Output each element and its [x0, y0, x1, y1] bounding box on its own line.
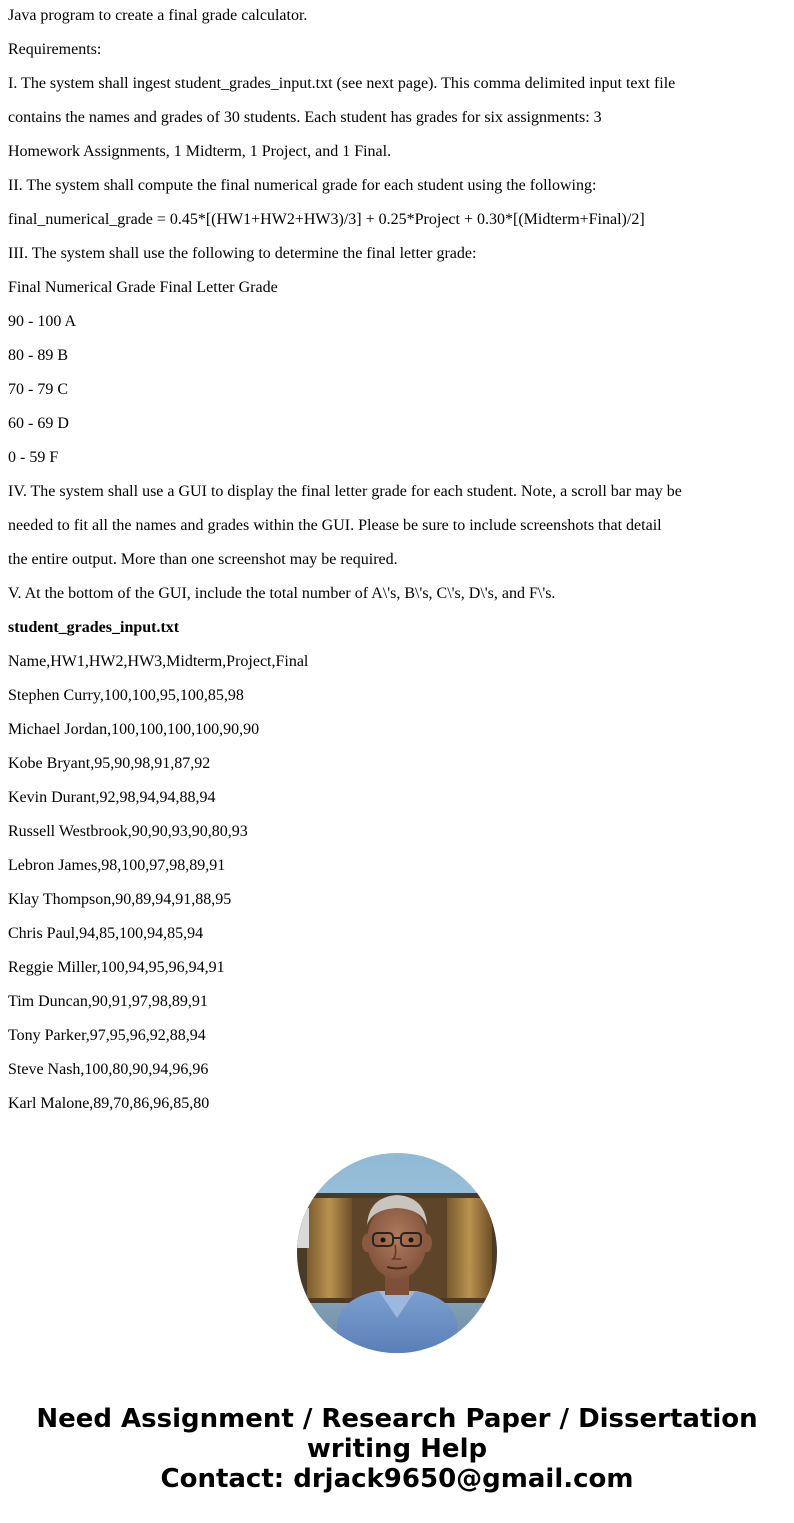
- requirement-1-line-1: I. The system shall ingest student_grades_input.txt (see next page). This comma delimited input text file: [8, 75, 676, 92]
- avatar: [297, 1153, 497, 1353]
- requirement-5: V. At the bottom of the GUI, include the total number of A\'s, B\'s, C\'s, D\'s, and F\'s.: [8, 585, 556, 602]
- csv-row: Stephen Curry,100,100,95,100,85,98: [8, 687, 244, 704]
- requirement-1-line-3: Homework Assignments, 1 Midterm, 1 Project, and 1 Final.: [8, 143, 392, 160]
- csv-row: Steve Nash,100,80,90,94,96,96: [8, 1061, 209, 1078]
- person-portrait-icon: [297, 1153, 497, 1353]
- requirement-4-line-2: needed to fit all the names and grades within the GUI. Please be sure to include screenshots that detail: [8, 517, 662, 534]
- requirement-1-line-2: contains the names and grades of 30 students. Each student has grades for six assignments: 3: [8, 109, 602, 126]
- document-body: [8, 6, 778, 1128]
- requirement-2: II. The system shall compute the final numerical grade for each student using the following:: [8, 177, 597, 194]
- csv-row: Karl Malone,89,70,86,96,85,80: [8, 1095, 210, 1112]
- grade-scale-header: Final Numerical Grade Final Letter Grade: [8, 279, 278, 296]
- contact-banner: [0, 1404, 794, 1494]
- csv-row: Chris Paul,94,85,100,94,85,94: [8, 925, 204, 942]
- cta-line-1: Need Assignment / Research Paper / Dissertation: [36, 1404, 758, 1434]
- csv-row: Reggie Miller,100,94,95,96,94,91: [8, 959, 225, 976]
- csv-row: Tony Parker,97,95,96,92,88,94: [8, 1027, 206, 1044]
- grade-formula: final_numerical_grade = 0.45*[(HW1+HW2+HW3)/3] + 0.25*Project + 0.30*[(Midterm+Final)/2]: [8, 211, 645, 228]
- csv-row: Lebron James,98,100,97,98,89,91: [8, 857, 226, 874]
- requirement-4-line-1: IV. The system shall use a GUI to display the final letter grade for each student. Note, a scroll bar may be: [8, 483, 682, 500]
- csv-row: Michael Jordan,100,100,100,100,90,90: [8, 721, 260, 738]
- grade-scale-row-f: 0 - 59 F: [8, 449, 59, 466]
- cta-contact-email: Contact: drjack9650@gmail.com: [160, 1464, 634, 1494]
- grade-scale-row-d: 60 - 69 D: [8, 415, 69, 432]
- requirements-heading: Requirements:: [8, 41, 102, 58]
- csv-header: Name,HW1,HW2,HW3,Midterm,Project,Final: [8, 653, 309, 670]
- requirement-3: III. The system shall use the following to determine the final letter grade:: [8, 245, 477, 262]
- requirement-4-line-3: the entire output. More than one screenshot may be required.: [8, 551, 398, 568]
- csv-row: Klay Thompson,90,89,94,91,88,95: [8, 891, 232, 908]
- csv-row: Kevin Durant,92,98,94,94,88,94: [8, 789, 216, 806]
- input-file-heading: student_grades_input.txt: [8, 619, 180, 636]
- csv-row: Tim Duncan,90,91,97,98,89,91: [8, 993, 208, 1010]
- grade-scale-row-b: 80 - 89 B: [8, 347, 68, 364]
- csv-row: Kobe Bryant,95,90,98,91,87,92: [8, 755, 211, 772]
- csv-row: Russell Westbrook,90,90,93,90,80,93: [8, 823, 248, 840]
- cta-line-2: writing Help: [306, 1434, 488, 1464]
- grade-scale-row-a: 90 - 100 A: [8, 313, 76, 330]
- grade-scale-row-c: 70 - 79 C: [8, 381, 68, 398]
- doc-title: Java program to create a final grade calculator.: [8, 7, 308, 24]
